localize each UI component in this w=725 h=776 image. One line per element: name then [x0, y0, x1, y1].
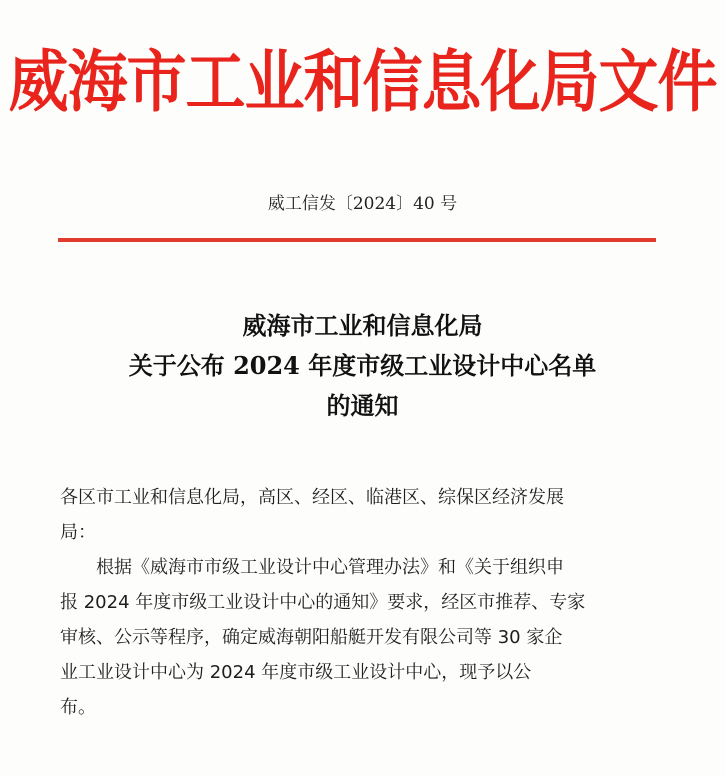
addressee-line-2: 局：	[60, 522, 96, 543]
document-number: 威工信发〔2024〕40 号	[267, 194, 458, 214]
notice-title	[0, 306, 725, 426]
paragraph-line-1: 根据《威海市市级工业设计中心管理办法》和《关于组织申	[96, 557, 564, 578]
document-header-title: 威海市工业和信息化局文件	[8, 43, 717, 122]
red-divider-line	[58, 238, 656, 242]
addressee-line-1: 各区市工业和信息化局，高区、经区、临港区、综保区经济发展	[60, 487, 564, 508]
notice-body	[60, 480, 660, 725]
paragraph-line-3: 审核、公示等程序，确定威海朝阳船艇开发有限公司等 30 家企	[60, 627, 563, 648]
notice-title-line-2: 关于公布 2024 年度市级工业设计中心名单	[128, 351, 597, 380]
notice-title-line-1: 威海市工业和信息化局	[242, 311, 483, 340]
paragraph-line-2: 报 2024 年度市级工业设计中心的通知》要求，经区市推荐、专家	[60, 592, 586, 613]
notice-title-line-3: 的通知	[326, 391, 399, 420]
paragraph-line-4: 业工业设计中心为 2024 年度市级工业设计中心，现予以公	[60, 662, 532, 683]
paragraph-line-5: 布。	[60, 697, 96, 718]
